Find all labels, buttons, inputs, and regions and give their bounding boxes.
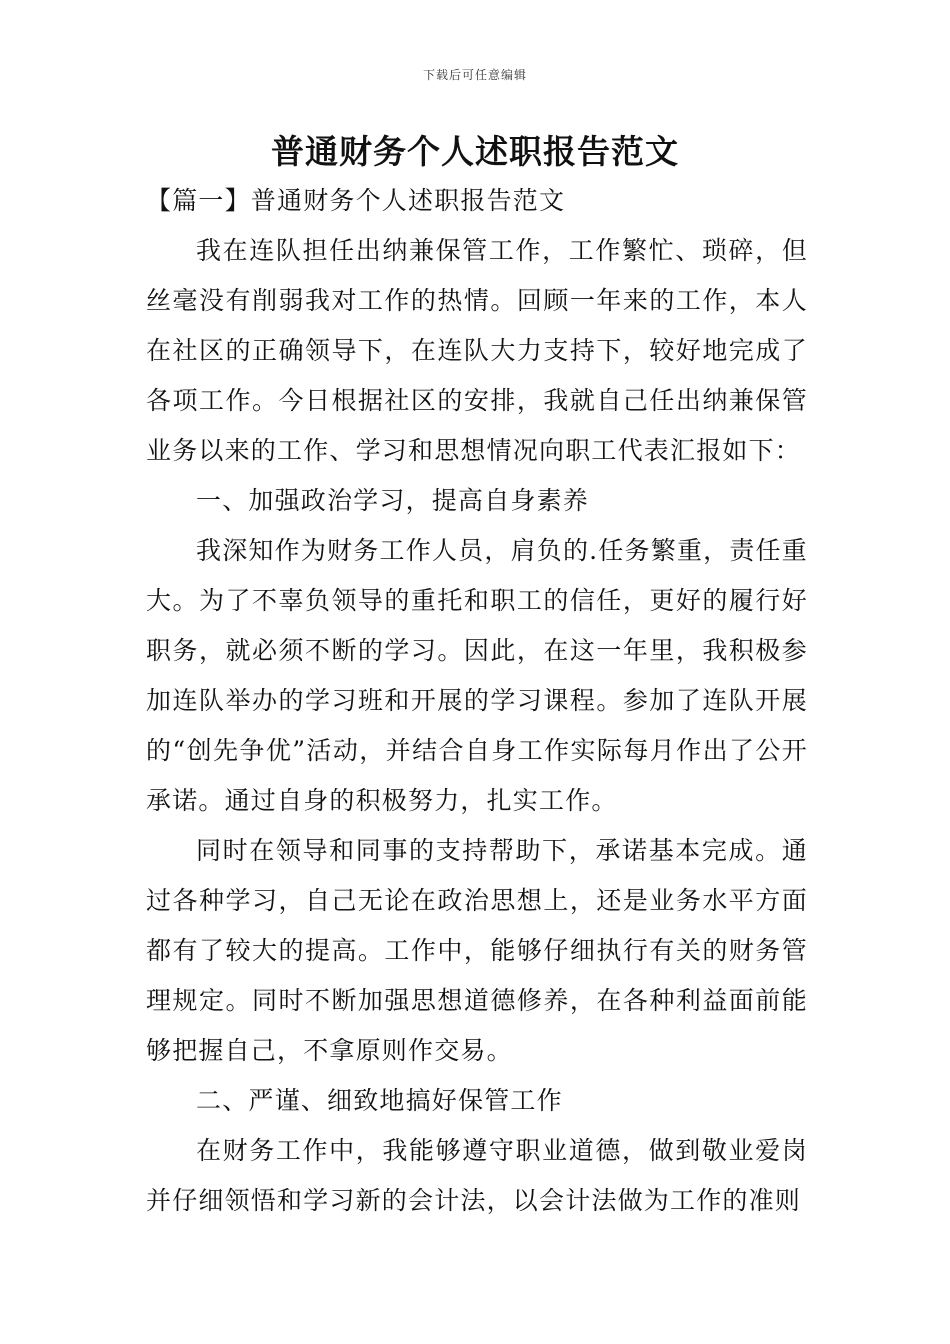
paragraph-commitment: 同时在领导和同事的支持帮助下，承诺基本完成。通过各种学习，自己无论在政治思想上，还是业务水平方面都有了较大的提高。工作中，能够仔细执行有关的财务管理规定。同时不断加强思想道德修养，在各种利益面前能够把握自己，不拿原则作交易。: [146, 836, 808, 1065]
heading-political-study: 一、加强政治学习，提高自身素养: [196, 486, 590, 515]
heading-custody-work: 二、严谨、细致地搞好保管工作: [196, 1086, 563, 1115]
paragraph-intro: 我在连队担任出纳兼保管工作，工作繁忙、琐碎，但丝毫没有削弱我对工作的热情。回顾一年来的工作，本人在社区的正确领导下，在连队大力支持下，较好地完成了各项工作。今日根据社区的安排，我就自己任出纳兼保管业务以来的工作、学习和思想情况向职工代表汇报如下：: [146, 236, 808, 465]
paragraph-study: 我深知作为财务工作人员，肩负的.任务繁重，责任重大。为了不辜负领导的重托和职工的信任，更好的履行好职务，就必须不断的学习。因此，在这一年里，我积极参加连队举办的学习班和开展的学习课程。参加了连队开展的“创先争优”活动，并结合自身工作实际每月作出了公开承诺。通过自身的积极努力，扎实工作。: [146, 536, 808, 815]
document-title: 普通财务个人述职报告范文: [271, 132, 679, 171]
section-label: 【篇一】普通财务个人述职报告范文: [146, 186, 566, 215]
document-body: [146, 176, 808, 1226]
header-note: 下载后可任意编辑: [422, 68, 527, 82]
paragraph-finance-work: 在财务工作中，我能够遵守职业道德，做到敬业爱岗并仔细领悟和学习新的会计法，以会计法做为工作的准则: [146, 1136, 808, 1215]
